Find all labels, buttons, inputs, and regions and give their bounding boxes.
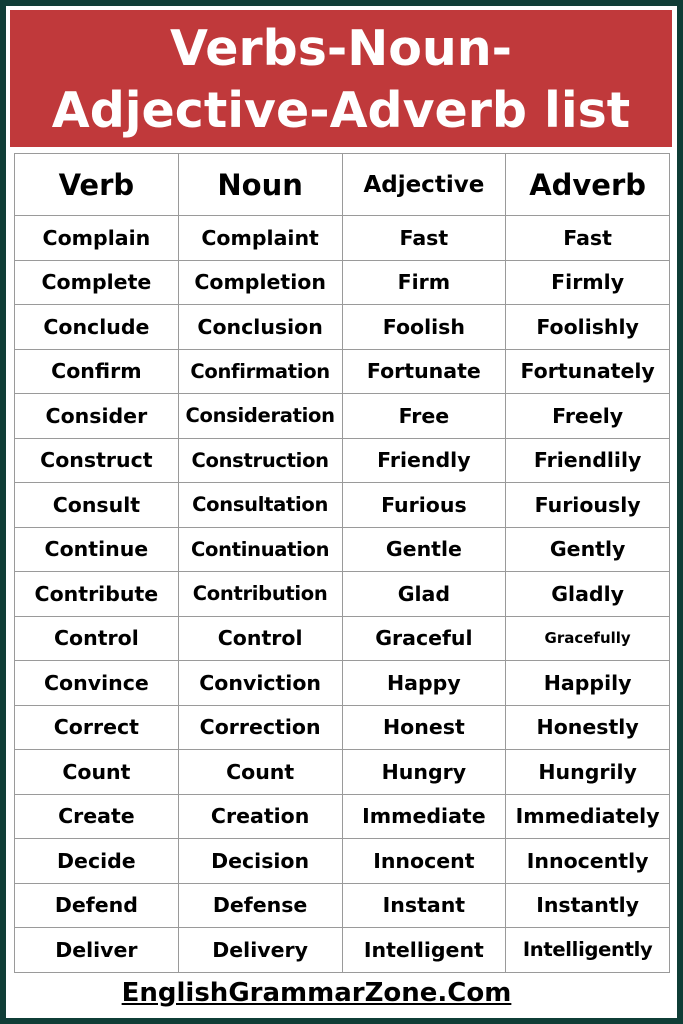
cell-noun: Continuation xyxy=(178,527,342,572)
cell-noun: Conclusion xyxy=(178,305,342,350)
cell-noun: Contribution xyxy=(178,572,342,617)
cell-verb: Continue xyxy=(15,527,179,572)
cell-noun: Creation xyxy=(178,794,342,839)
cell-verb: Complete xyxy=(15,260,179,305)
title-banner xyxy=(10,10,672,147)
table-row xyxy=(15,260,670,305)
cell-adjective: Hungry xyxy=(342,750,506,795)
page xyxy=(6,6,677,1018)
cell-adverb: Hungrily xyxy=(506,750,670,795)
table-row xyxy=(15,661,670,706)
table-row xyxy=(15,216,670,261)
table-row xyxy=(15,750,670,795)
cell-adjective: Glad xyxy=(342,572,506,617)
cell-verb: Consult xyxy=(15,483,179,528)
cell-adjective: Immediate xyxy=(342,794,506,839)
cell-adverb: Honestly xyxy=(506,705,670,750)
cell-adverb: Immediately xyxy=(506,794,670,839)
cell-verb: Control xyxy=(15,616,179,661)
title-line-1: Verbs-Noun- xyxy=(170,20,512,77)
cell-adjective: Intelligent xyxy=(342,928,506,973)
table-row xyxy=(15,349,670,394)
cell-adverb: Intelligently xyxy=(506,928,670,973)
cell-noun: Conviction xyxy=(178,661,342,706)
cell-adjective: Furious xyxy=(342,483,506,528)
table-row xyxy=(15,616,670,661)
cell-adverb: Gladly xyxy=(506,572,670,617)
cell-adjective: Fortunate xyxy=(342,349,506,394)
cell-verb: Count xyxy=(15,750,179,795)
cell-adverb: Foolishly xyxy=(506,305,670,350)
cell-noun: Delivery xyxy=(178,928,342,973)
cell-verb: Construct xyxy=(15,438,179,483)
cell-adjective: Honest xyxy=(342,705,506,750)
cell-adverb: Fortunately xyxy=(506,349,670,394)
cell-adverb: Firmly xyxy=(506,260,670,305)
cell-adverb: Fast xyxy=(506,216,670,261)
cell-adverb: Instantly xyxy=(506,883,670,928)
table-row xyxy=(15,394,670,439)
cell-noun: Completion xyxy=(178,260,342,305)
header-adverb: Adverb xyxy=(506,154,670,216)
cell-verb: Confirm xyxy=(15,349,179,394)
cell-verb: Convince xyxy=(15,661,179,706)
cell-adjective: Instant xyxy=(342,883,506,928)
cell-verb: Correct xyxy=(15,705,179,750)
table-row xyxy=(15,883,670,928)
cell-verb: Defend xyxy=(15,883,179,928)
cell-verb: Complain xyxy=(15,216,179,261)
cell-adverb: Gently xyxy=(506,527,670,572)
cell-adverb: Gracefully xyxy=(506,616,670,661)
cell-verb: Create xyxy=(15,794,179,839)
cell-noun: Defense xyxy=(178,883,342,928)
cell-adverb: Furiously xyxy=(506,483,670,528)
cell-adjective: Fast xyxy=(342,216,506,261)
cell-verb: Decide xyxy=(15,839,179,884)
footer xyxy=(6,978,677,1008)
cell-adverb: Friendlily xyxy=(506,438,670,483)
cell-adjective: Gentle xyxy=(342,527,506,572)
cell-adjective: Firm xyxy=(342,260,506,305)
cell-noun: Construction xyxy=(178,438,342,483)
table-row xyxy=(15,438,670,483)
table-row xyxy=(15,527,670,572)
table-row xyxy=(15,928,670,973)
word-table xyxy=(14,153,670,973)
cell-adjective: Free xyxy=(342,394,506,439)
table-row xyxy=(15,572,670,617)
header-row xyxy=(15,154,670,216)
cell-verb: Contribute xyxy=(15,572,179,617)
table-row xyxy=(15,839,670,884)
table-row xyxy=(15,794,670,839)
site-link[interactable]: EnglishGrammarZone.Com xyxy=(121,978,512,1008)
title-line-2: Adjective-Adverb list xyxy=(51,82,631,139)
cell-noun: Consultation xyxy=(178,483,342,528)
cell-adjective: Friendly xyxy=(342,438,506,483)
cell-verb: Deliver xyxy=(15,928,179,973)
cell-adverb: Happily xyxy=(506,661,670,706)
table-row xyxy=(15,305,670,350)
table-row xyxy=(15,705,670,750)
cell-noun: Count xyxy=(178,750,342,795)
header-verb: Verb xyxy=(15,154,179,216)
cell-adjective: Happy xyxy=(342,661,506,706)
cell-adjective: Innocent xyxy=(342,839,506,884)
cell-verb: Consider xyxy=(15,394,179,439)
cell-noun: Consideration xyxy=(178,394,342,439)
cell-adverb: Freely xyxy=(506,394,670,439)
cell-adverb: Innocently xyxy=(506,839,670,884)
cell-noun: Complaint xyxy=(178,216,342,261)
cell-noun: Confirmation xyxy=(178,349,342,394)
cell-noun: Correction xyxy=(178,705,342,750)
cell-noun: Control xyxy=(178,616,342,661)
cell-noun: Decision xyxy=(178,839,342,884)
cell-adjective: Graceful xyxy=(342,616,506,661)
cell-verb: Conclude xyxy=(15,305,179,350)
header-noun: Noun xyxy=(178,154,342,216)
table-row xyxy=(15,483,670,528)
header-adjective: Adjective xyxy=(342,154,506,216)
cell-adjective: Foolish xyxy=(342,305,506,350)
